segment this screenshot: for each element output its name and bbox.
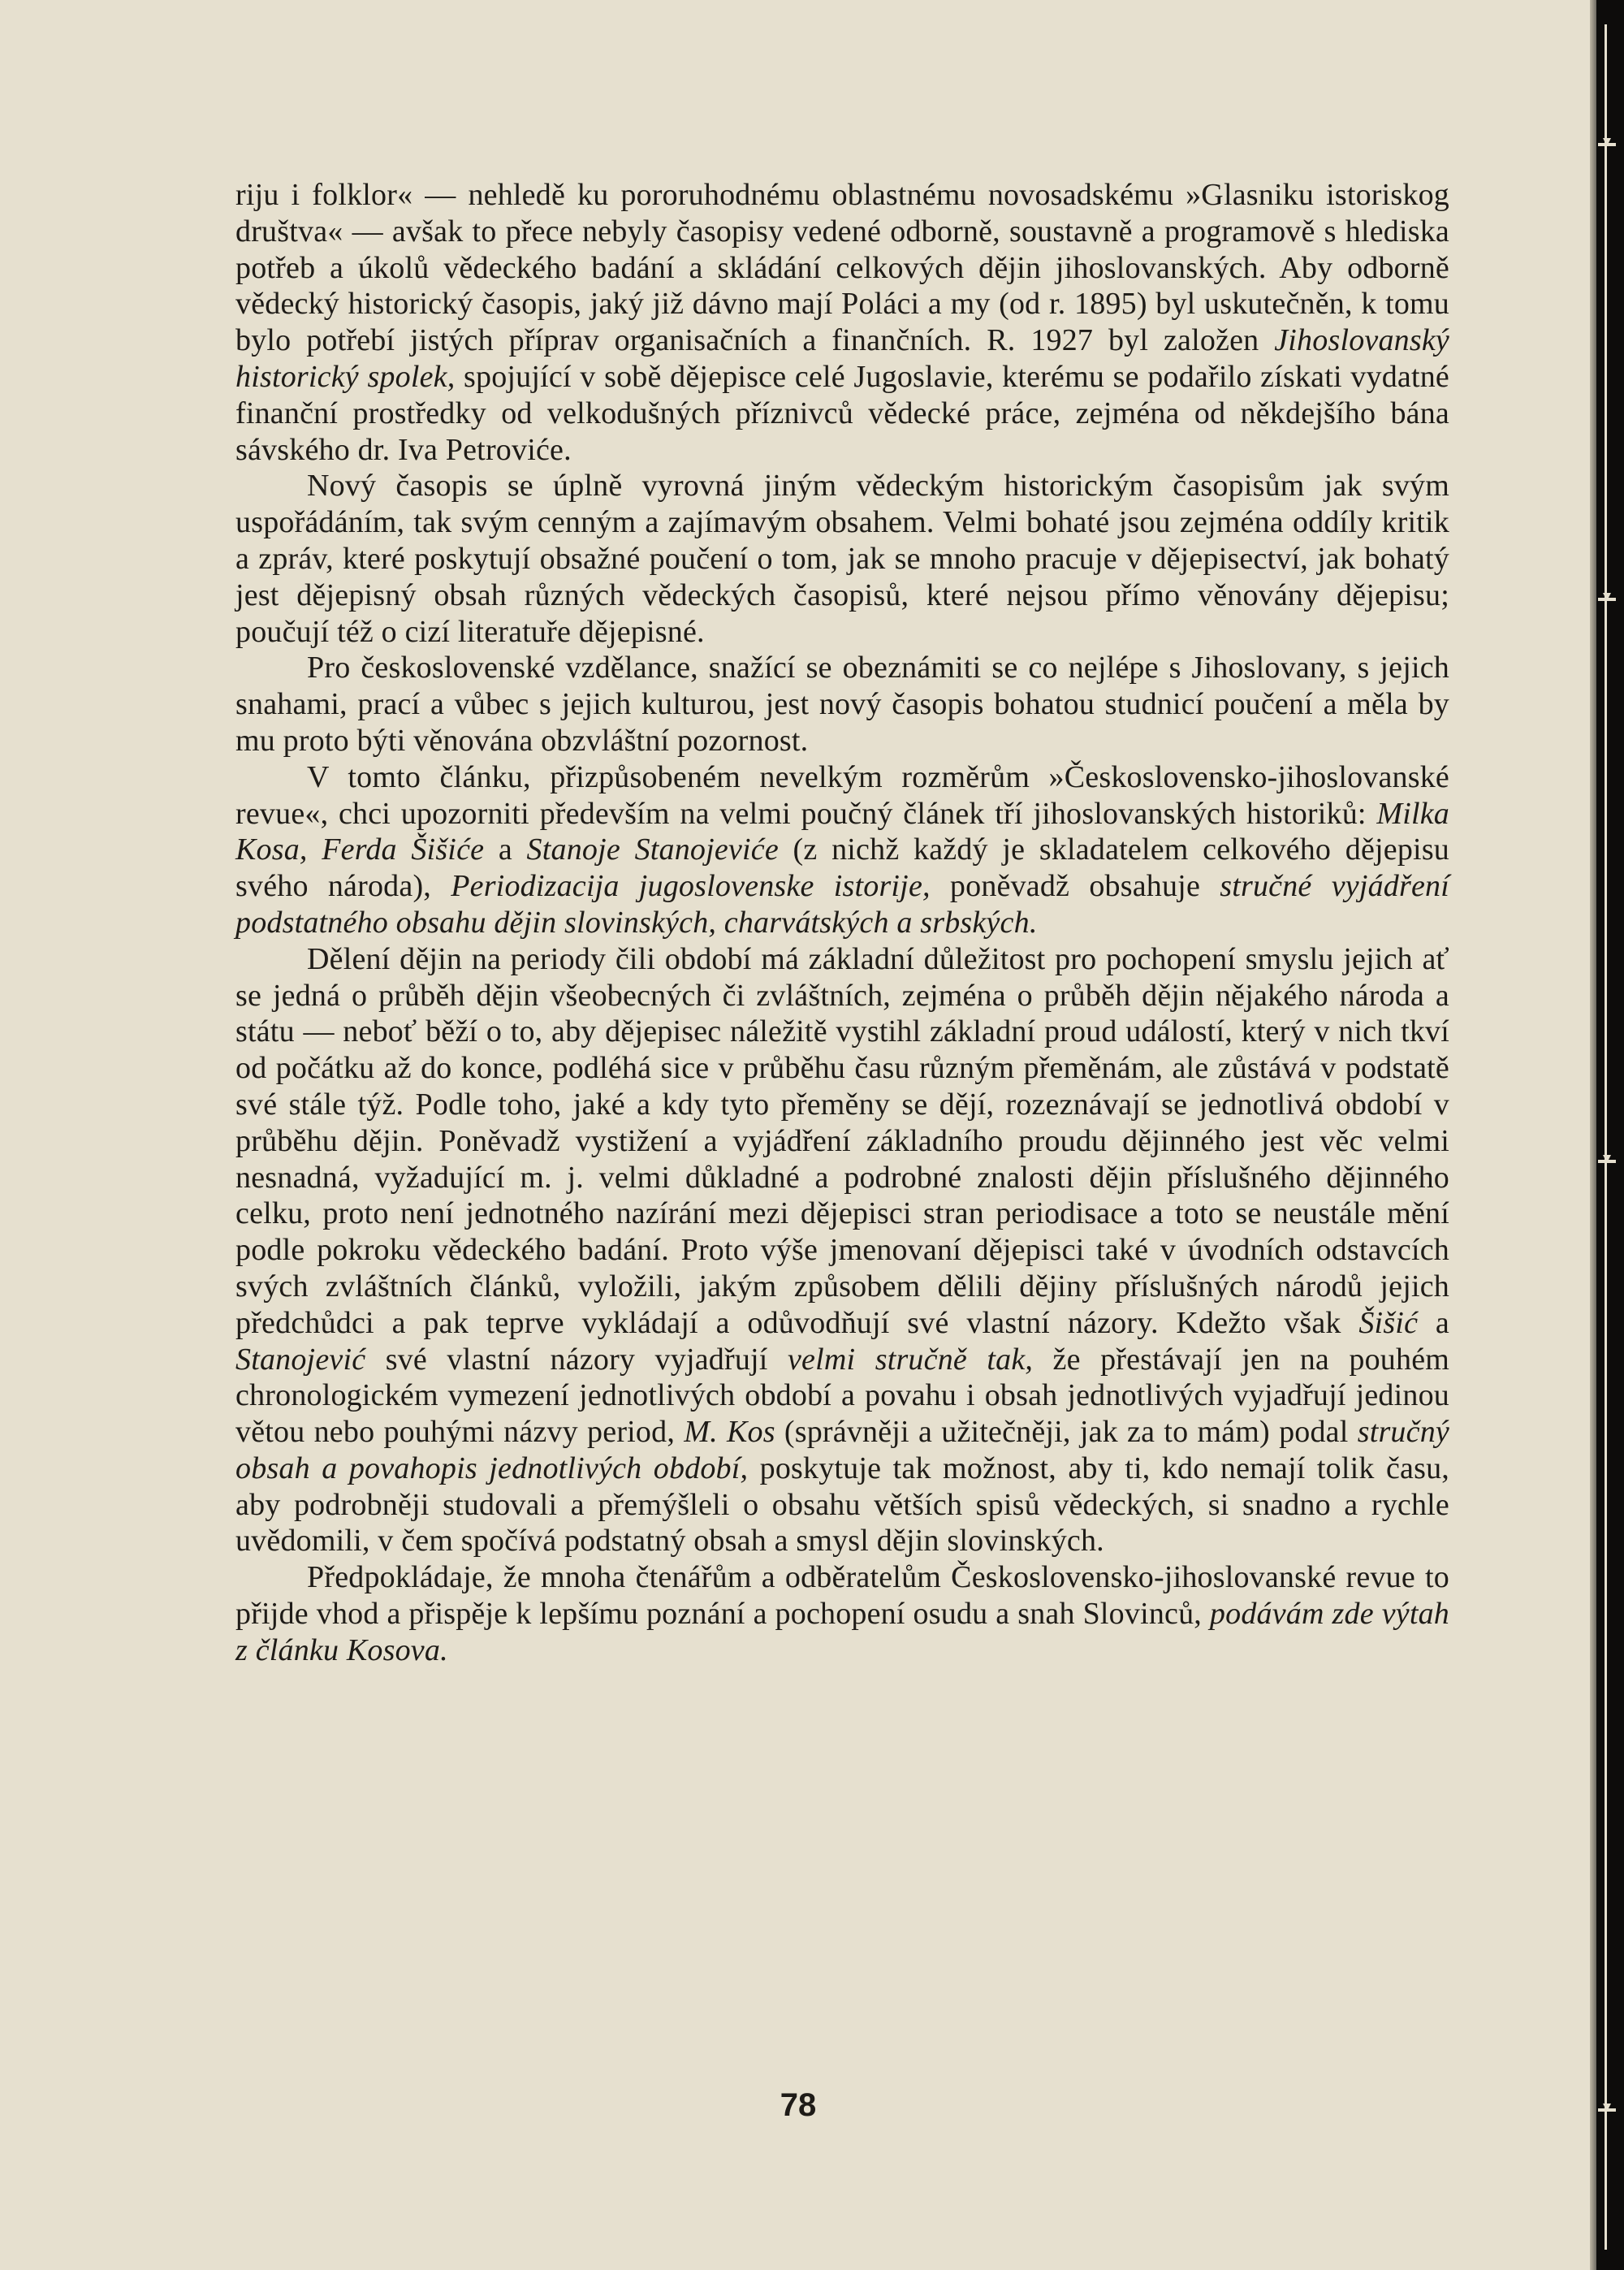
page-number: 78 [780, 2087, 817, 2123]
text-segment: (z nichž každý je skladatelem celkového dějepisu svého národa), [235, 832, 1450, 904]
text-segment: že přestávají jen na pouhém chronologickém vymezení jednotlivých období a povahu i obsah jednotlivých vyjadřují jedinou větou nebo pouhými názvy period, [235, 1342, 1450, 1450]
page-edge-shadow [1590, 0, 1596, 2270]
binding-tick-mark [1598, 2104, 1616, 2117]
text-segment: poskytuje tak možnost, aby ti, kdo nemají tolik času, aby podrobněji studovali a přemýšleli o obsahu větších spisů vědeckých, si snadno a rychle uvědomili, v čem spočívá podstatný obsah a smysl dějin slovinských. [235, 1451, 1449, 1559]
italic-text-segment: stručný obsah a povahopis jednotlivých období, [235, 1415, 1449, 1485]
italic-text-segment: podávám zde výtah z článku Kosova. [235, 1597, 1449, 1667]
binding-tick-mark [1598, 1155, 1616, 1168]
text-segment: své vlastní názory vyjadřují [365, 1342, 788, 1377]
text-segment: spojující v sobě dějepisce celé Jugoslavie, kterému se podařilo získati vydatné finanční prostředky od velkodušných příznivců vědecké práce, zejména od někdejšího bána sávského dr. Iva Petroviće. [235, 359, 1449, 467]
paragraph [235, 177, 1449, 468]
text-segment: Předpokládaje, že mnoha čtenářům a odběratelům Československo-jihoslovanské revue to přijde vhod a přispěje k lepšímu poznání a pochopení osudu a snah Slovinců, [235, 1560, 1449, 1632]
italic-text-segment: velmi stručně tak, [787, 1342, 1034, 1377]
paragraph [235, 650, 1449, 759]
text-segment: poněvadž obsahuje [930, 869, 1220, 904]
text-segment: a [1418, 1305, 1449, 1340]
text-segment: riju i folklor« — nehledě ku pororuhodnému oblastnému novosadskému »Glasniku istoriskog društva« — avšak to přece nebyly časopisy vedené odborně, soustavně a programově s hlediska potřeb a úkolů vědeckého badání a skládání celkových dějin jihoslovanských. Aby odborně vědecký historický časopis, jaký již dávno mají Poláci a my (od r. 1895) byl uskutečněn, k tomu bylo potřebí jistých příprav organisačních a finančních. R. 1927 byl založen [235, 178, 1449, 358]
body-text [235, 177, 1449, 1669]
binding-tick-mark [1598, 138, 1616, 151]
paragraph [235, 468, 1449, 650]
italic-text-segment: Šišić [1358, 1305, 1419, 1340]
binding-line [1605, 24, 1607, 2250]
italic-text-segment: Jihoslovanský historický spolek, [235, 323, 1449, 394]
paragraph [235, 1559, 1449, 1668]
text-segment: Pro československé vzdělance, snažící se obeznámiti se co nejlépe s Jihoslovany, s jejich snahami, prací a vůbec s jejich kulturou, jest nový časopis bohatou studnicí poučení a měla by mu proto býti věnována obzvláštní pozornost. [235, 651, 1449, 758]
italic-text-segment: Stanoje Stanojeviće [526, 832, 779, 867]
italic-text-segment: Periodizacija jugoslovenske istorije, [451, 869, 931, 904]
text-segment: Nový časopis se úplně vyrovná jiným vědeckým historickým časopisům jak svým uspořádáním, tak svým cenným a zajímavým obsahem. Velmi bohaté jsou zejména oddíly kritik a zpráv, které poskytují obsažné poučení o tom, jak se mnoho pracuje v dějepisectví, jak bohatý jest dějepisný obsah různých vědeckých časopisů, které nejsou přímo věnovány dějepisu; poučují též o cizí literatuře dějepisné. [235, 469, 1449, 649]
binding-tick-mark [1598, 593, 1616, 606]
italic-text-segment: Stanojević [235, 1342, 366, 1377]
italic-text-segment: M. Kos [684, 1415, 775, 1450]
scanner-binding-strip [1596, 0, 1624, 2270]
text-segment: a [484, 832, 527, 867]
paragraph [235, 759, 1449, 941]
italic-text-segment: Milka Kosa, Ferda Šišiće [235, 796, 1449, 867]
italic-text-segment: stručné vyjádření podstatného obsahu dějin slovinských, charvátských a srbských. [235, 869, 1449, 940]
text-segment: (správněji a užitečněji, jak za to mám) podal [775, 1415, 1358, 1450]
paragraph [235, 941, 1449, 1560]
text-segment: Dělení dějin na periody čili období má základní důležitost pro pochopení smyslu jejich ať se jedná o průběh dějin všeobecných či zvláštních, zejména o průběh dějin nějakého národa a státu — neboť běží o to, aby dějepisec náležitě vystihl základní proud událostí, který v nich tkví od počátku až do konce, podléhá sice v průběhu času různým přeměnám, ale zůstává v podstatě své stále týž. Podle toho, jaké a kdy tyto přeměny se dějí, rozeznávají se jednotlivá období v průběhu dějin. Poněvadž vystižení a vyjádření základního proudu dějinného jest věc velmi nesnadná, vyžadující m. j. velmi důkladné a podrobné znalosti dějin příslušného dějinného celku, proto není jednotného nazírání mezi dějepisci stran periodisace a toto se neustále mění podle pokroku vědeckého badání. Proto výše jmenovaní dějepisci také v úvodních odstavcích svých zvláštních článků, vyložili, jakým způsobem dělili dějiny příslušných národů jejich předchůdci a pak teprve vykládají a odůvodňují své vlastní názory. Kdežto však [235, 941, 1449, 1340]
text-segment: V tomto článku, přizpůsobeném nevelkým rozměrům »Československo-jihoslovanské revue«, chci upozorniti především na velmi poučný článek tří jihoslovanských historiků: [235, 759, 1449, 831]
